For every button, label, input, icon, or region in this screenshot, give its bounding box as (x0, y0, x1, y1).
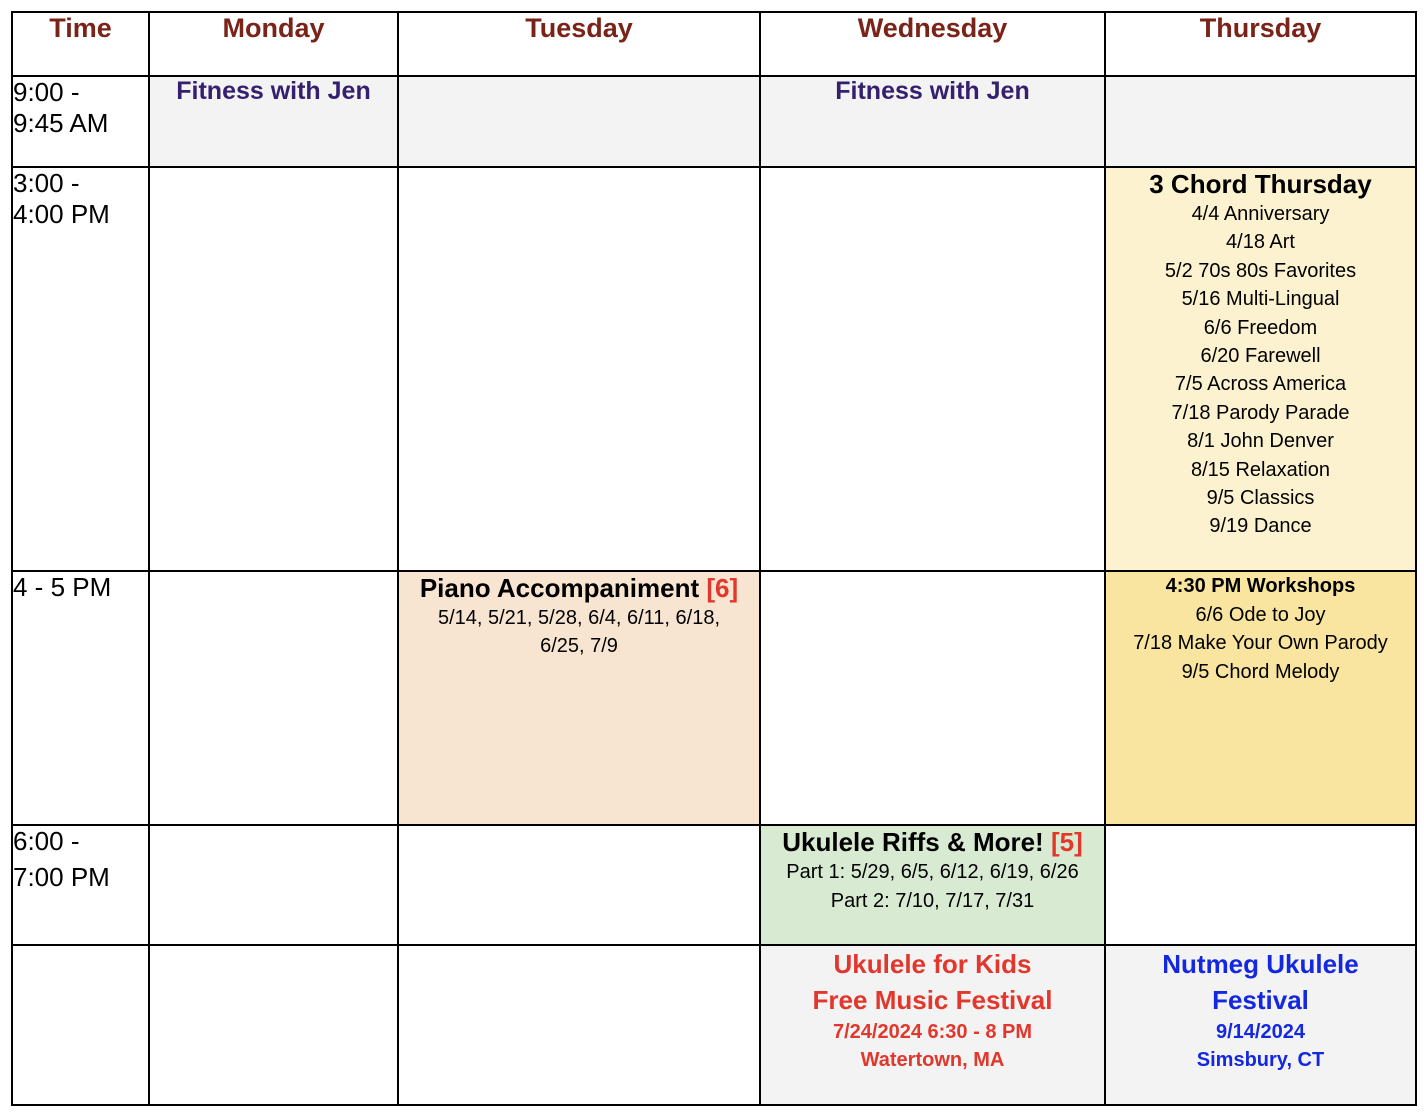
list-item: 6/6 Freedom (1203, 316, 1318, 339)
event-workshops (1105, 571, 1416, 825)
header-tuesday: Tuesday (398, 12, 760, 76)
event-title: Nutmeg Ukulele (1162, 949, 1359, 979)
list-item: 4/18 Art (1226, 231, 1295, 254)
event-date: 9/14/2024 (1216, 1021, 1305, 1043)
event-ukulele-riffs (760, 825, 1105, 945)
event-3-chord-thursday (1105, 167, 1416, 571)
header-monday: Monday (149, 12, 398, 76)
table-row (12, 571, 1416, 825)
list-item: 9/19 Dance (1209, 515, 1312, 538)
list-item: 5/16 Multi-Lingual (1181, 288, 1340, 311)
time-start: 6:00 - (13, 826, 80, 856)
event-date: 7/24/2024 6:30 - 8 PM (832, 1021, 1032, 1043)
event-location: Simsbury, CT (1196, 1049, 1325, 1071)
event-title: Ukulele for Kids (833, 949, 1032, 979)
table-row (12, 945, 1416, 1105)
empty-cell (149, 571, 398, 825)
time-cell (12, 571, 149, 825)
list-item: 9/5 Chord Melody (1181, 660, 1340, 683)
table-row (12, 167, 1416, 571)
header-row (12, 12, 1416, 76)
table-row (12, 76, 1416, 167)
header-wednesday: Wednesday (760, 12, 1105, 76)
session-count-badge: [5] (1050, 827, 1083, 857)
time-start: 9:00 - (13, 77, 80, 107)
event-subtitle: Festival (1212, 985, 1309, 1015)
empty-cell (760, 571, 1105, 825)
event-title: 3 Chord Thursday (1149, 169, 1372, 199)
table-row (12, 825, 1416, 945)
empty-cell (398, 167, 760, 571)
time-range: 4 - 5 PM (13, 572, 112, 602)
event-title (399, 572, 759, 604)
time-end: 9:45 AM (13, 108, 109, 138)
event-title: 4:30 PM Workshops (1165, 575, 1356, 597)
empty-cell (12, 945, 149, 1105)
event-subtitle: Free Music Festival (812, 985, 1053, 1015)
event-title-text: Piano Accompaniment (419, 573, 700, 603)
time-cell (12, 825, 149, 945)
event-location: Watertown, MA (860, 1049, 1005, 1071)
list-item: 7/5 Across America (1174, 373, 1347, 396)
list-item: 6/20 Farewell (1200, 345, 1321, 368)
schedule-table (11, 11, 1417, 1106)
event-fitness-wednesday: Fitness with Jen (760, 76, 1105, 167)
event-fitness-monday: Fitness with Jen (149, 76, 398, 167)
time-cell (12, 167, 149, 571)
event-piano-accompaniment (398, 571, 760, 825)
list-item: 5/2 70s 80s Favorites (1164, 259, 1357, 282)
empty-cell (398, 825, 760, 945)
dates-line: 6/25, 7/9 (540, 635, 618, 657)
list-item: 7/18 Parody Parade (1171, 401, 1350, 424)
list-item: 9/5 Classics (1206, 487, 1315, 510)
event-title-text: Ukulele Riffs & More! (782, 827, 1044, 857)
event-title (761, 826, 1104, 858)
time-end: 4:00 PM (13, 199, 110, 229)
dates-line: Part 1: 5/29, 6/5, 6/12, 6/19, 6/26 (786, 861, 1079, 883)
list-item: 6/6 Ode to Joy (1195, 603, 1326, 626)
list-item: 7/18 Make Your Own Parody (1133, 632, 1388, 654)
empty-cell (149, 167, 398, 571)
list-item: 8/1 John Denver (1187, 430, 1334, 453)
dates-line: Part 2: 7/10, 7/17, 7/31 (830, 890, 1035, 912)
session-count-badge: [6] (706, 573, 739, 603)
event-nutmeg-festival (1105, 945, 1416, 1105)
empty-cell (760, 167, 1105, 571)
time-end: 7:00 PM (13, 862, 110, 892)
header-thursday: Thursday (1105, 12, 1416, 76)
empty-cell (149, 825, 398, 945)
header-time: Time (12, 12, 149, 76)
time-cell (12, 76, 149, 167)
empty-cell (149, 945, 398, 1105)
empty-cell (1105, 825, 1416, 945)
event-ukulele-for-kids (760, 945, 1105, 1105)
list-item: 8/15 Relaxation (1191, 458, 1330, 481)
time-start: 3:00 - (13, 168, 80, 198)
empty-cell (398, 76, 760, 167)
empty-cell (398, 945, 760, 1105)
list-item: 4/4 Anniversary (1191, 203, 1330, 225)
dates-line: 5/14, 5/21, 5/28, 6/4, 6/11, 6/18, (437, 607, 721, 629)
empty-cell (1105, 76, 1416, 167)
